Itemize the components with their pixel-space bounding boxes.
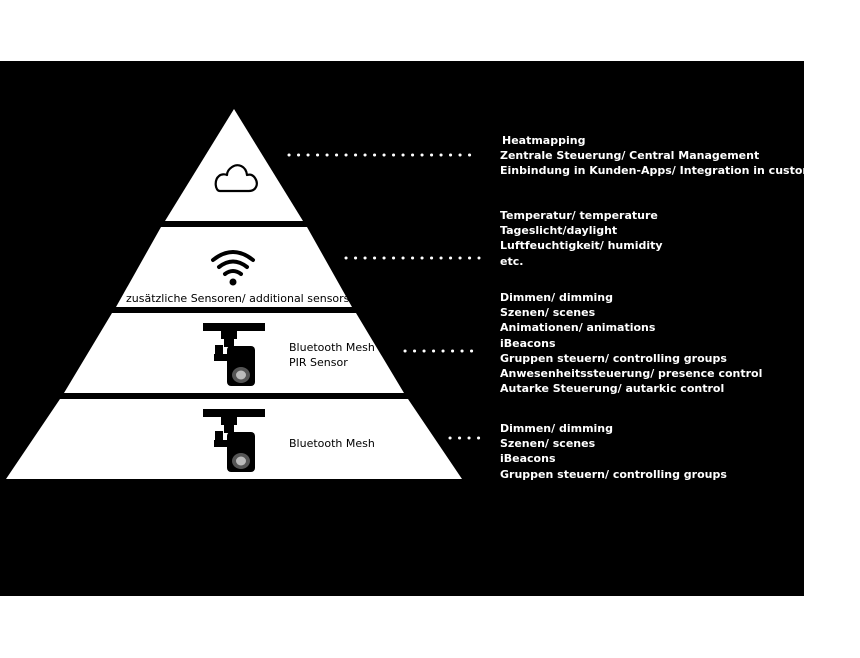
tier-2-features bbox=[500, 208, 663, 269]
feature-item: Zentrale Steuerung/ Central Management bbox=[500, 149, 760, 163]
feature-item: Anwesenheitssteuerung/ presence control bbox=[500, 367, 763, 381]
tier-2-connector bbox=[343, 254, 483, 262]
tier-4-label-1: Bluetooth Mesh bbox=[289, 437, 375, 450]
feature-item: Heatmapping bbox=[502, 134, 586, 147]
feature-item: etc. bbox=[500, 254, 524, 268]
tier-3-connector bbox=[402, 347, 482, 355]
wifi-dot bbox=[230, 279, 237, 286]
feature-item: Gruppen steuern/ controlling groups bbox=[500, 467, 727, 481]
feature-item: Autarke Steuerung/ autarkic control bbox=[500, 382, 725, 396]
feature-item: Dimmen/ dimming bbox=[500, 291, 614, 304]
diagram-canvas bbox=[0, 61, 860, 596]
feature-item: Einbindung in Kunden-Apps/ Integration in customer apps bbox=[500, 164, 860, 178]
tier-1-connector bbox=[286, 151, 482, 159]
tier-3-label-2: PIR Sensor bbox=[289, 356, 348, 369]
feature-item: iBeacons bbox=[500, 336, 556, 350]
feature-item: Dimmen/ dimming bbox=[500, 422, 614, 435]
tier-4-features bbox=[500, 421, 727, 482]
feature-item: Luftfeuchtigkeit/ humidity bbox=[500, 239, 663, 253]
feature-item: iBeacons bbox=[500, 452, 556, 466]
tier-2-label: zusätzliche Sensoren/ additional sensors bbox=[126, 292, 350, 305]
feature-item: Szenen/ scenes bbox=[500, 306, 596, 320]
tier-3-label-1: Bluetooth Mesh bbox=[289, 341, 375, 354]
feature-item: Szenen/ scenes bbox=[500, 437, 596, 451]
feature-item: Temperatur/ temperature bbox=[500, 209, 658, 222]
feature-item: Gruppen steuern/ controlling groups bbox=[500, 351, 727, 365]
tier-4-connector bbox=[447, 434, 483, 442]
feature-item: Animationen/ animations bbox=[500, 321, 656, 335]
tier-3-features bbox=[500, 290, 762, 396]
tier-1-features bbox=[500, 133, 860, 179]
feature-item: Tageslicht/daylight bbox=[500, 224, 618, 238]
